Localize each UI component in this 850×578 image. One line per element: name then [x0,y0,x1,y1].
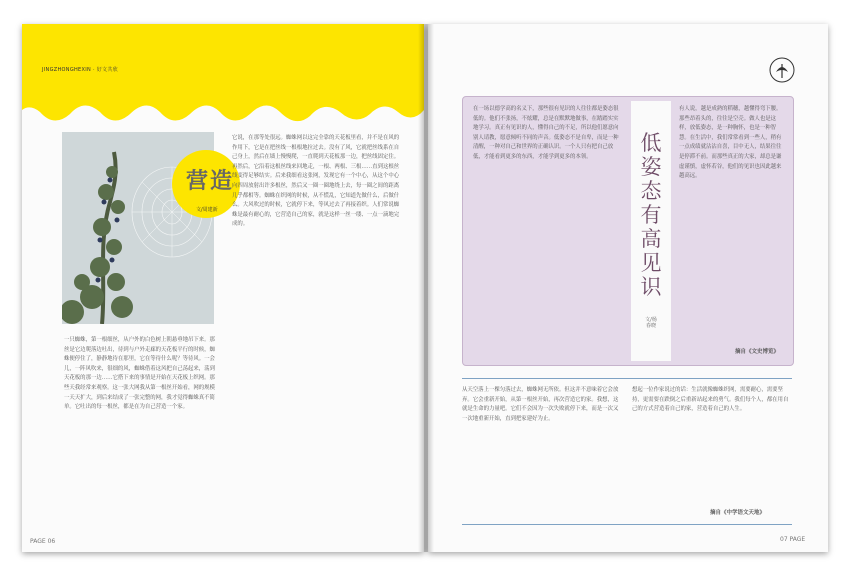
bottom-source: 摘自《中学语文天地》 [710,510,766,516]
text-column-2: 它说，在那等处很远。蜘蛛网以这完全靠的天花板里看，并不是在风的作用下，它是在把丝线一根根地拉过去。没有了风，它就把丝线系在自己身上，然后在墙上慢慢爬，一直爬到天花板那一边，把丝线固定住。再然后，它沿着这根丝线来回地走，一根、两根、三根……直到这根丝线变得足够结实。后来我细看这张网，发现它有一个中心，从这个中心向四周放射出许多根丝，然后又一圈一圈地绕上去，每一圈之间的距离几乎都相等。蜘蛛在织网的时候，从不慌乱，它知道先做什么，后做什么。大风吹过的时候，它就停下来，等风过去了再接着织。人们常说蜘蛛是最有耐心的，它营造自己的家，就是这样一丝一缕、一点一滴地完成的。 [232,135,400,228]
text-column-1: 一只蜘蛛，第一根细丝，从户外的白色树上朝悬垂地吊下来。那丝是它边爬落边吐出，待到与户外走廊的天花板平行的时候，蜘蛛便停住了，静静地待在那里，它在等待什么呢？等待风。一会儿，一阵风吹来，很细的风，蜘蛛借着这风把自己荡起来，荡到天花板的那一边……它搭下来的事情是开始在天花板上织网。那些天我经常来观察。这一张大网我从第一根丝开始看，网的规模一天天扩大，到后来结成了一张完整的网，我才觉得蜘蛛真不简单。它吐出的每一根丝，都是在为自己营造一个家。 [64,337,215,411]
sidebar-article-title: 低姿态有高见识 [640,131,662,299]
bottom-text-right: 想起一位作家说过的话：生活就像蜘蛛织网，需要耐心，需要坚持，更需要在跌倒之后重新站起来的勇气。我们每个人，都在用自己的方式营造着自己的家，营造着自己的人生。 [632,387,789,413]
page-number-right: 07 PAGE [780,536,806,543]
running-header: JINGZHONGHEXIN · 好文共欣 [42,67,118,73]
box-source: 摘自《文史博览》 [735,349,780,355]
header-wave-edge [22,90,424,130]
article-author: 文/周建新 [196,207,218,213]
divider-top [462,378,792,379]
right-page [428,24,828,552]
magazine-logo-icon [768,56,796,84]
divider-bottom [462,524,792,525]
box-text-left: 在一场以德学高的名义下，那些很有见识的人往往都是姿态很低的。他们不张扬，不炫耀，总是在默默地做事，在踏踏实实地学习。真正有见识的人，懂得自己的不足，所以他们愿意向别人请教，愿意倾听不同的声音。低姿态不是自卑，而是一种清醒，一种对自己和世界的正确认识。一个人只有把自己放低，才能看到更多的东西，才能学到更多的本领。 [473,106,619,160]
sidebar-article-box [462,96,794,366]
book-spine-shadow [418,24,434,552]
box-text-right: 有人说，越是成熟的稻穗，越懂得弯下腰。那些昂着头的，往往是空壳。做人也是这样，放低姿态，是一种胸怀，也是一种智慧。在生活中，我们常常看到一些人，稍有一点成绩就沾沾自喜，目中无人，结果往往是停滞不前。而那些真正的大家，却总是谦虚谨慎，虚怀若谷，他们的见识也因此越来越高远。 [679,106,782,180]
bottom-text-left: 从天空落上一棵匀落过去，蜘蛛网无所依。但这并不意味着它会放弃。它会重新开始，从第一根丝开始，再次营造它的家。我想，这就是生命的力量吧。它们不会因为一次失败就停下来，而是一次又一次地重新开始，直到把家建好为止。 [462,387,619,422]
left-page [22,24,424,552]
article-title: 营造 [186,168,235,194]
page-number-left: PAGE 06 [30,538,56,545]
sidebar-article-author: 文/杨春晓 [645,317,657,329]
